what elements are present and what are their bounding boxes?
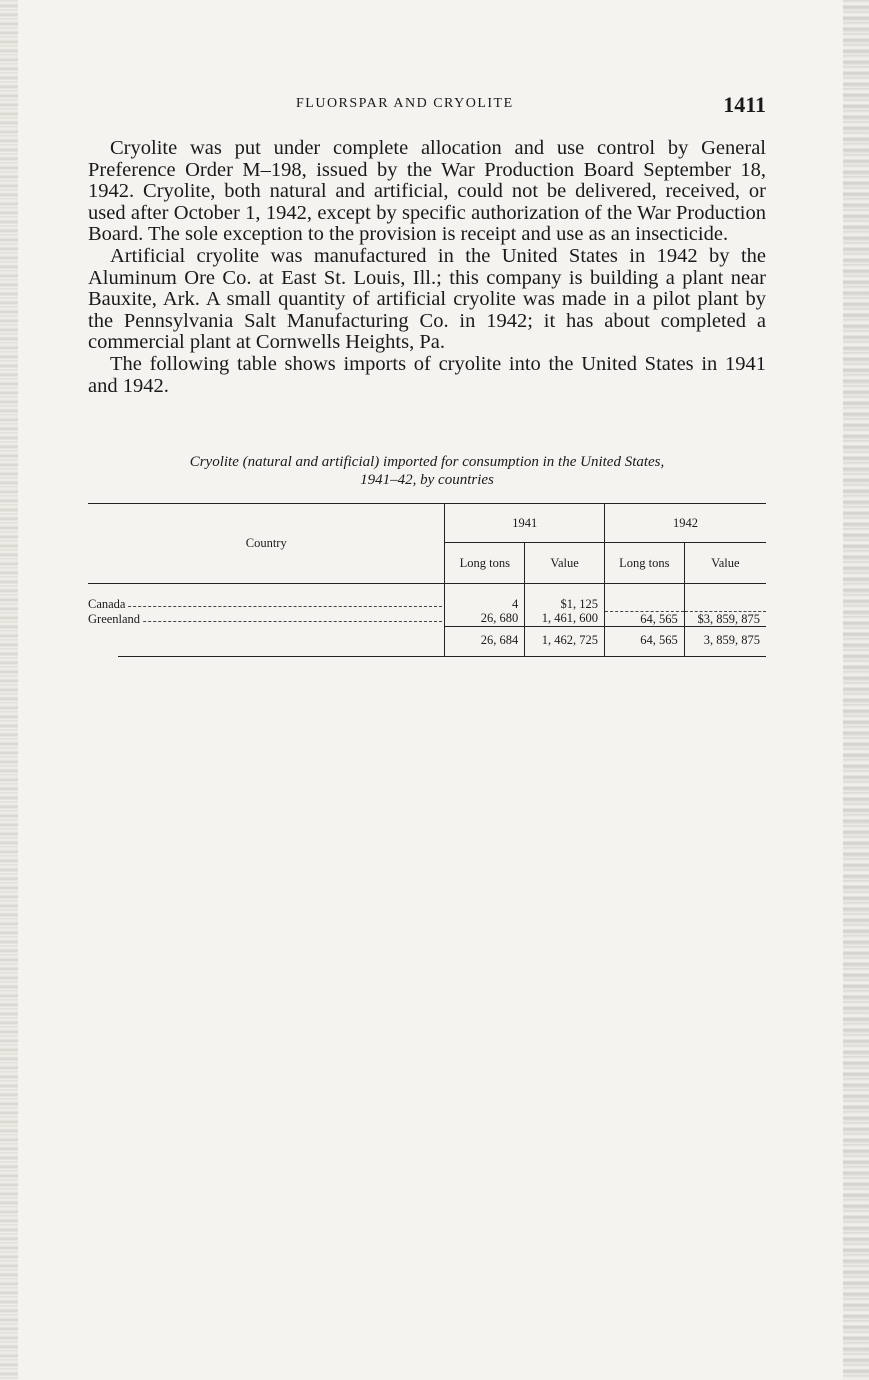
long-tons-1942-header: Long tons: [604, 543, 684, 584]
caption-line-1: Cryolite (natural and artificial) imported for consumption in the United States,: [189, 454, 665, 470]
page-header: [88, 92, 766, 118]
value-1942-header: Value: [684, 543, 766, 584]
tons-1942-cell: 64, 565: [604, 611, 684, 626]
paragraph-2: Artificial cryolite was manufactured in the United States in 1942 by the Aluminum Ore Co. at East St. Louis, Ill.; this company is building a plant near Bauxite, Ark. A small quantity of artificial cryolite was made in a pilot plant by the Pennsylvania Salt Manufacturing Co. in 1942; it has about completed a commercial plant at Cornwells Heights, Pa.: [88, 244, 766, 354]
total-tons-1942: 64, 565: [604, 626, 684, 656]
caption-line-2: 1941–42, by countries: [360, 472, 494, 488]
value-1941-cell: $1, 125: [525, 584, 605, 612]
imports-table: [88, 503, 766, 656]
country-cell: Canada: [88, 584, 445, 612]
page-number: 1411: [723, 92, 766, 117]
year-1942-header: 1942: [604, 504, 766, 543]
paragraph-3: The following table shows imports of cryolite into the United States in 1941 and 1942.: [88, 352, 766, 397]
tons-1941-cell: 26, 680: [445, 611, 525, 626]
year-1941-header: 1941: [445, 504, 604, 543]
total-value-1942: 3, 859, 875: [684, 626, 766, 656]
country-cell: Greenland: [88, 611, 445, 626]
value-1942-cell: $3, 859, 875: [697, 611, 760, 626]
table-row: [88, 584, 766, 612]
running-title: FLUORSPAR AND CRYOLITE: [296, 96, 514, 111]
value-1941-header: Value: [525, 543, 605, 584]
page-edge-right: [843, 0, 869, 1380]
body-text: [88, 138, 766, 397]
total-tons-1941: 26, 684: [445, 626, 525, 656]
tons-1942-cell: [604, 584, 684, 612]
country-header: Country: [88, 504, 445, 584]
total-row: [88, 626, 766, 656]
paragraph-1: Cryolite was put under complete allocation and use control by General Preference Order M–198, issued by the War Production Board September 18, 1942. Cryolite, both natural and artificial, could not be delivered, received, or used after October 1, 1942, except by specific authorization of the War Production Board. The sole exception to the provision is receipt and use as an insecticide.: [88, 137, 766, 246]
table-caption: [88, 453, 766, 489]
table-row: [88, 611, 766, 626]
page-edge-left: [0, 0, 18, 1380]
total-value-1941: 1, 462, 725: [525, 626, 605, 656]
tons-1941-cell: 4: [445, 584, 525, 612]
value-1942-cell: [684, 584, 766, 612]
total-label-cell: [88, 626, 445, 656]
long-tons-1941-header: Long tons: [445, 543, 525, 584]
value-1941-cell: 1, 461, 600: [525, 611, 605, 626]
table-bottom-rule: [118, 656, 766, 657]
